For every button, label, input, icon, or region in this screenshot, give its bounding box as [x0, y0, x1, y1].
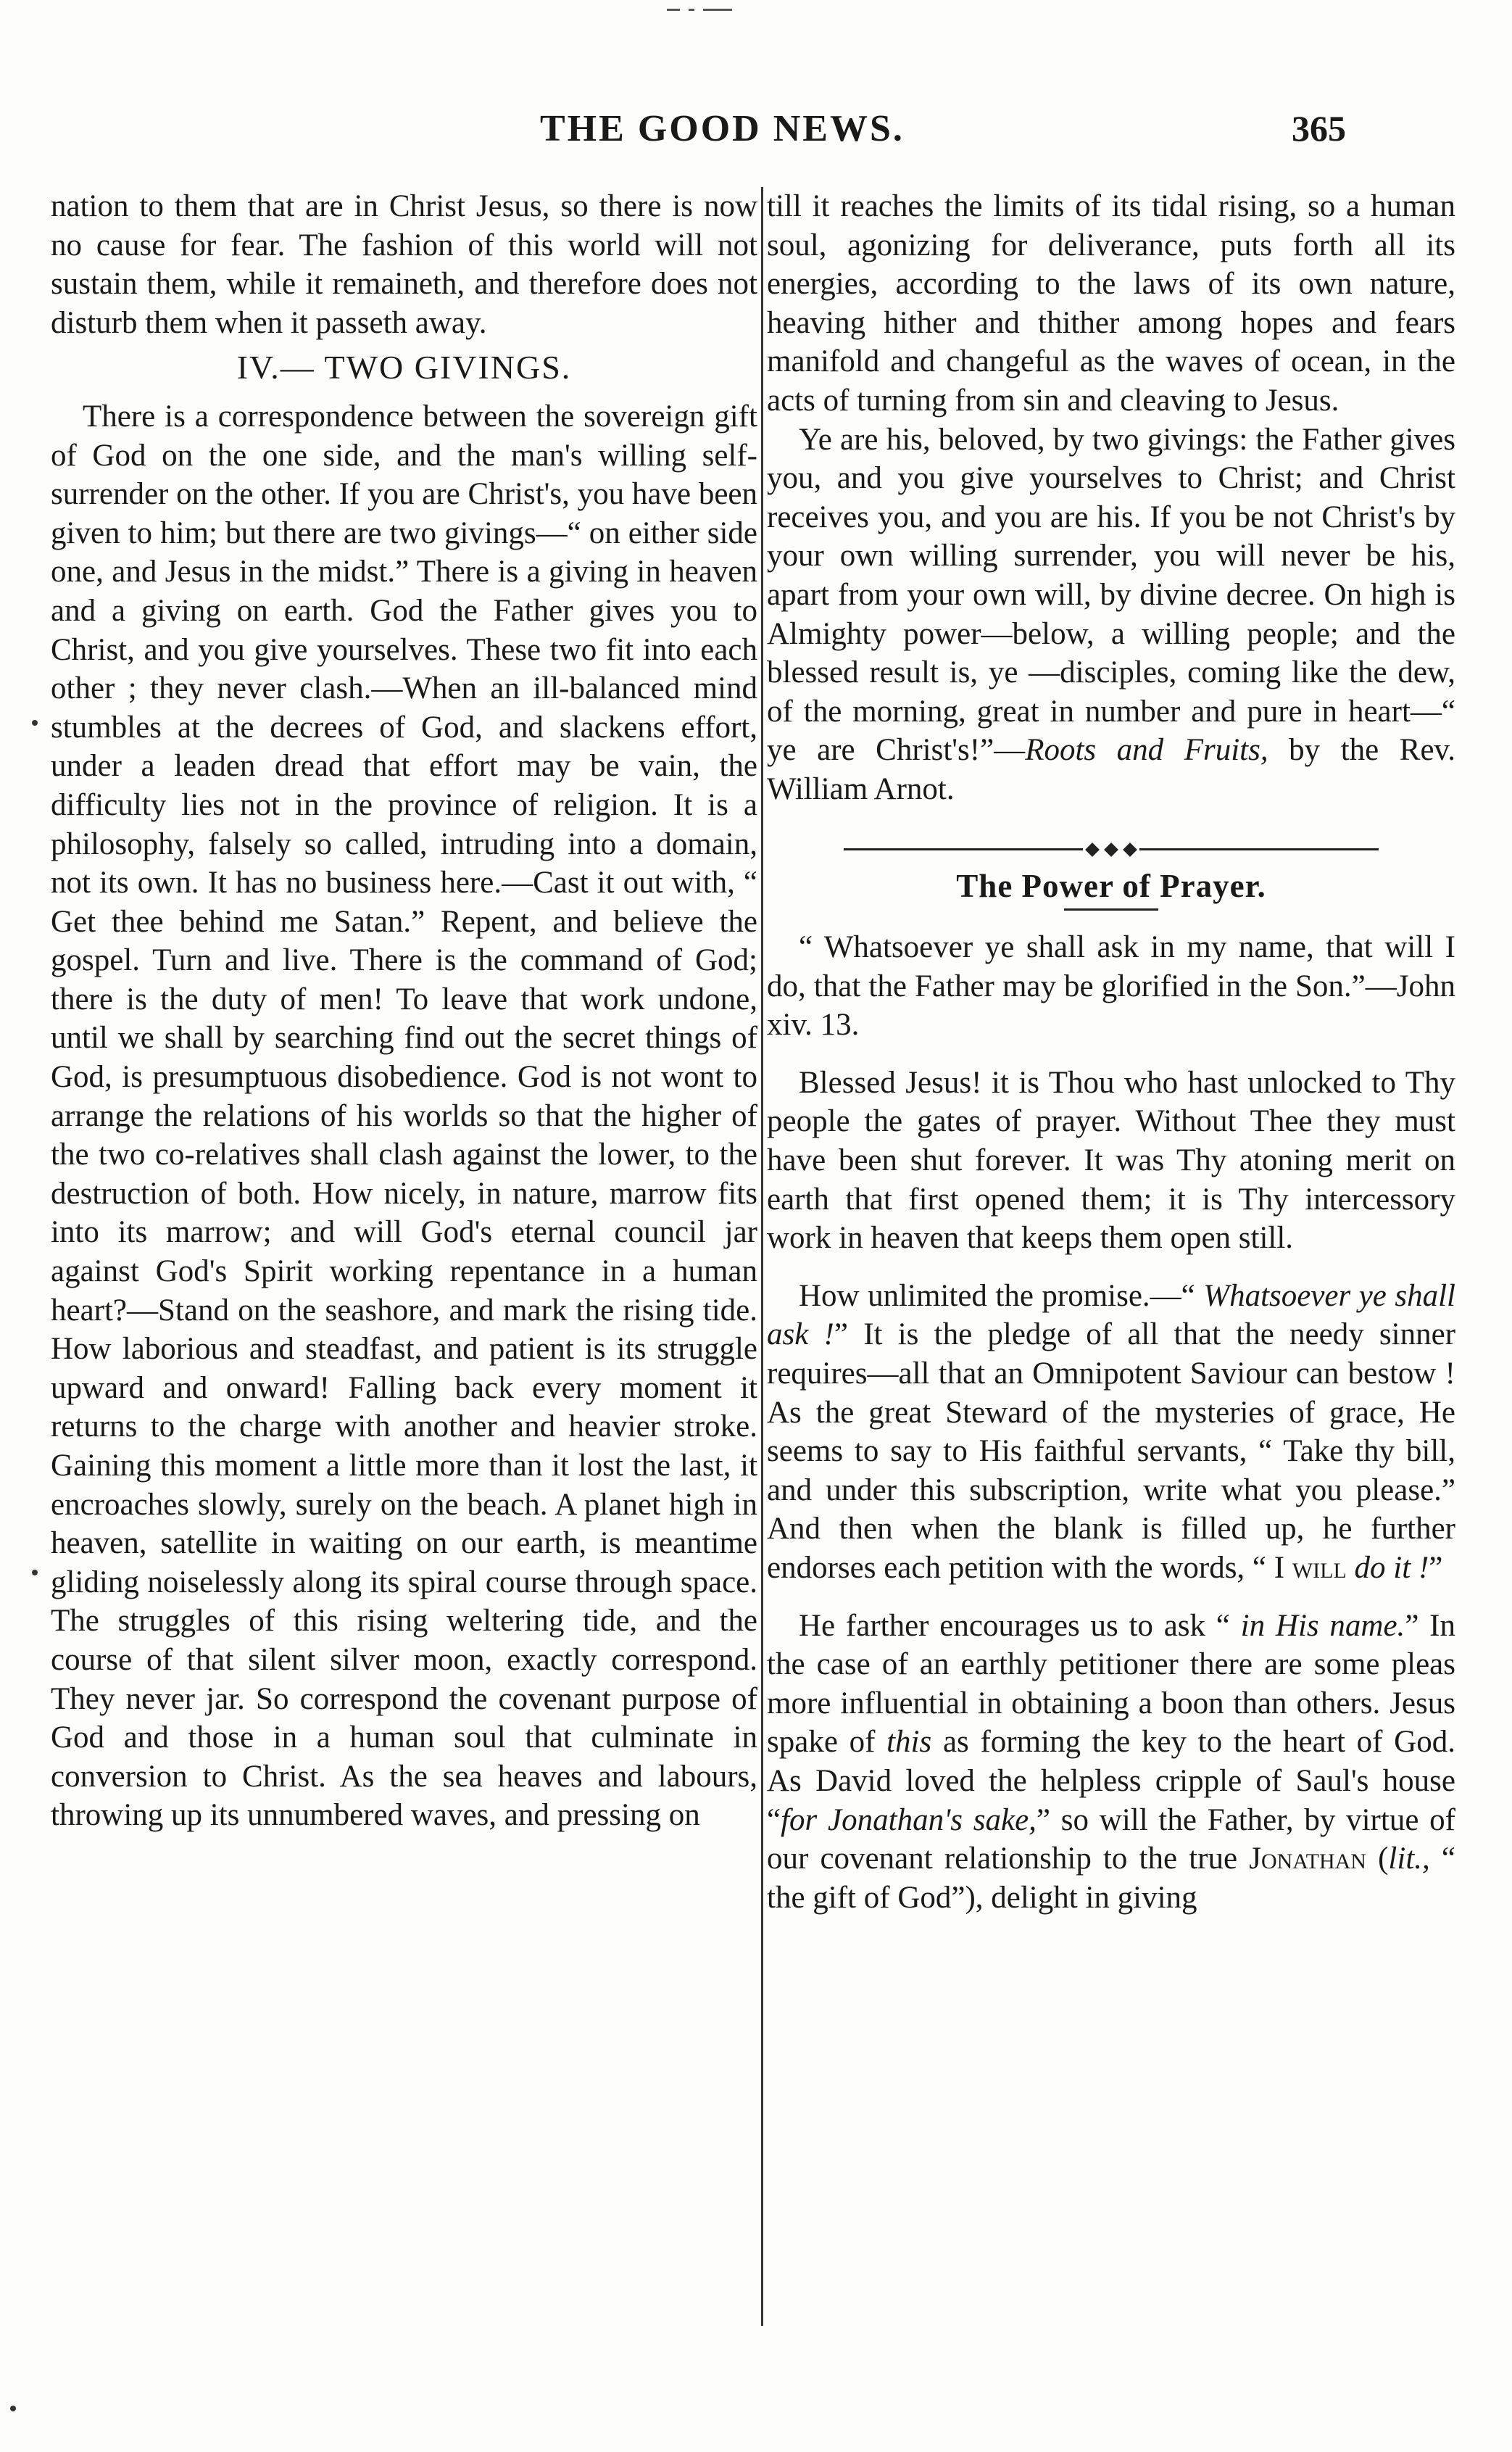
right-column	[767, 187, 1455, 1917]
running-title: THE GOOD NEWS.	[540, 108, 905, 149]
print-mark	[10, 2406, 16, 2411]
paragraph-continued: till it reaches the limits of its tidal rising, so a human soul, agonizing for deliverance, puts forth all its energies, according to the laws of its own nature, heaving hither and thither among hopes and fears manifold and changeful as the waves of ocean, in the acts of turning from sin and cleaving to Jesus.	[767, 189, 1455, 418]
source-title: Roots and Fruits,	[1025, 733, 1268, 768]
print-mark	[32, 720, 38, 726]
paragraph-continued: nation to them that are in Christ Jesus, so there is now no cause for fear. The fashion of this world will not sustain them, while it remaineth, and therefore does not disturb them when it passeth away.	[51, 189, 757, 340]
paragraph: Blessed Jesus! it is Thou who hast unlocked to Thy people the gates of prayer. Without Thee they must have been shut forever. It was Thy atoning merit on earth that first opened them; it is Thy intercessory work in heaven that keeps them open still.	[767, 1065, 1455, 1256]
article-heading: The Power of Prayer.	[956, 867, 1266, 904]
page-number: 365	[1292, 108, 1346, 149]
scripture-quote: “ Whatsoever ye shall ask in my name, that will I do, that the Father may be glorified in the Son.”—John xiv. 13.	[767, 930, 1455, 1043]
left-column	[51, 187, 757, 1835]
print-specks	[667, 6, 754, 16]
column-rule	[761, 187, 763, 2326]
paragraph: He farther encourages us to ask “ in His name.” In the case of an earthly petitioner there are some pleas more influential in obtaining a boon than others. Jesus spake of this as forming the key to the heart of God. As David loved the helpless cripple of Saul's house “for Jonathan's sake,” so will the Father, by virtue of our covenant relationship to the true Jonathan (lit., “ the gift of God”), delight in giving	[767, 1608, 1455, 1915]
heading-rule	[1064, 908, 1158, 911]
paragraph	[767, 421, 1455, 809]
paragraph: How unlimited the promise.—“ Whatsoever ye shall ask !” It is the pledge of all that the needy sinner requires—all that an Omnipotent Saviour can bestow ! As the great Steward of the mysteries of grace, He seems to say to His faithful servants, “ Take thy bill, and under this subscription, write what you please.” And then when the blank is filled up, he further endorses each petition with the words, “ I will do it !”	[767, 1278, 1456, 1585]
ornamental-rule	[767, 842, 1455, 857]
page-header	[0, 107, 1512, 165]
section-heading: IV.— TWO GIVINGS.	[236, 349, 572, 386]
paragraph: There is a correspondence between the sovereign gift of God on the one side, and the man's willing self-surrender on the other. If you are Christ's, you have been given to him; but there are two givings—“ on either side one, and Jesus in the midst.” There is a giving in heaven and a giving on earth. God the Father gives you to Christ, and you give yourselves. These two fit into each other ; they never clash.—When an ill-balanced mind stumbles at the decrees of God, and slackens effort, under a leaden dread that effort may be vain, the difficulty lies not in the province of religion. It is a philosophy, falsely so called, intruding into a domain, not its own. It has no business here.—Cast it out with, “ Get thee behind me Satan.” Repent, and believe the gospel. Turn and live. There is the command of God; there is the duty of men! To leave that work undone, until we shall by searching find out the secret things of God, is presumptuous disobedience. God is not wont to arrange the relations of his worlds so that the higher of the two co-relatives shall clash against the lower, to the destruction of both. How nicely, in nature, marrow fits into its marrow; and will God's eternal council jar against God's Spirit working repentance in a human heart?—Stand on the seashore, and mark the rising tide. How laborious and steadfast, and patient is its struggle upward and onward! Falling back every moment it returns to the charge with another and heavier stroke. Gaining this moment a little more than it lost the last, it encroaches slowly, surely on the beach. A planet high in heaven, satellite in waiting on our earth, is meantime gliding noiselessly along its spiral course through space. The struggles of this rising weltering tide, and the course of that silent silver moon, exactly correspond. They never jar. So correspond the covenant purpose of God and those in a human soul that culminate in conversion to Christ. As the sea heaves and labours, throwing up its unnumbered waves, and pressing on	[51, 399, 757, 1833]
paragraph-text: Ye are his, beloved, by two givings: the Father gives you, and you give yourselves to Christ; and Christ receives you, and you are his. If you be not Christ's by your own willing surrender, you will never be his, apart from your own will, by divine decree. On high is Almighty power—below, a willing people; and the blessed result is, ye —disciples, coming like the dew, of the morning, great in number and pure in heart—“ ye are Christ's!”—	[767, 422, 1455, 768]
print-mark	[32, 1570, 38, 1575]
source-author: by the Rev. William Arnot.	[767, 733, 1455, 806]
